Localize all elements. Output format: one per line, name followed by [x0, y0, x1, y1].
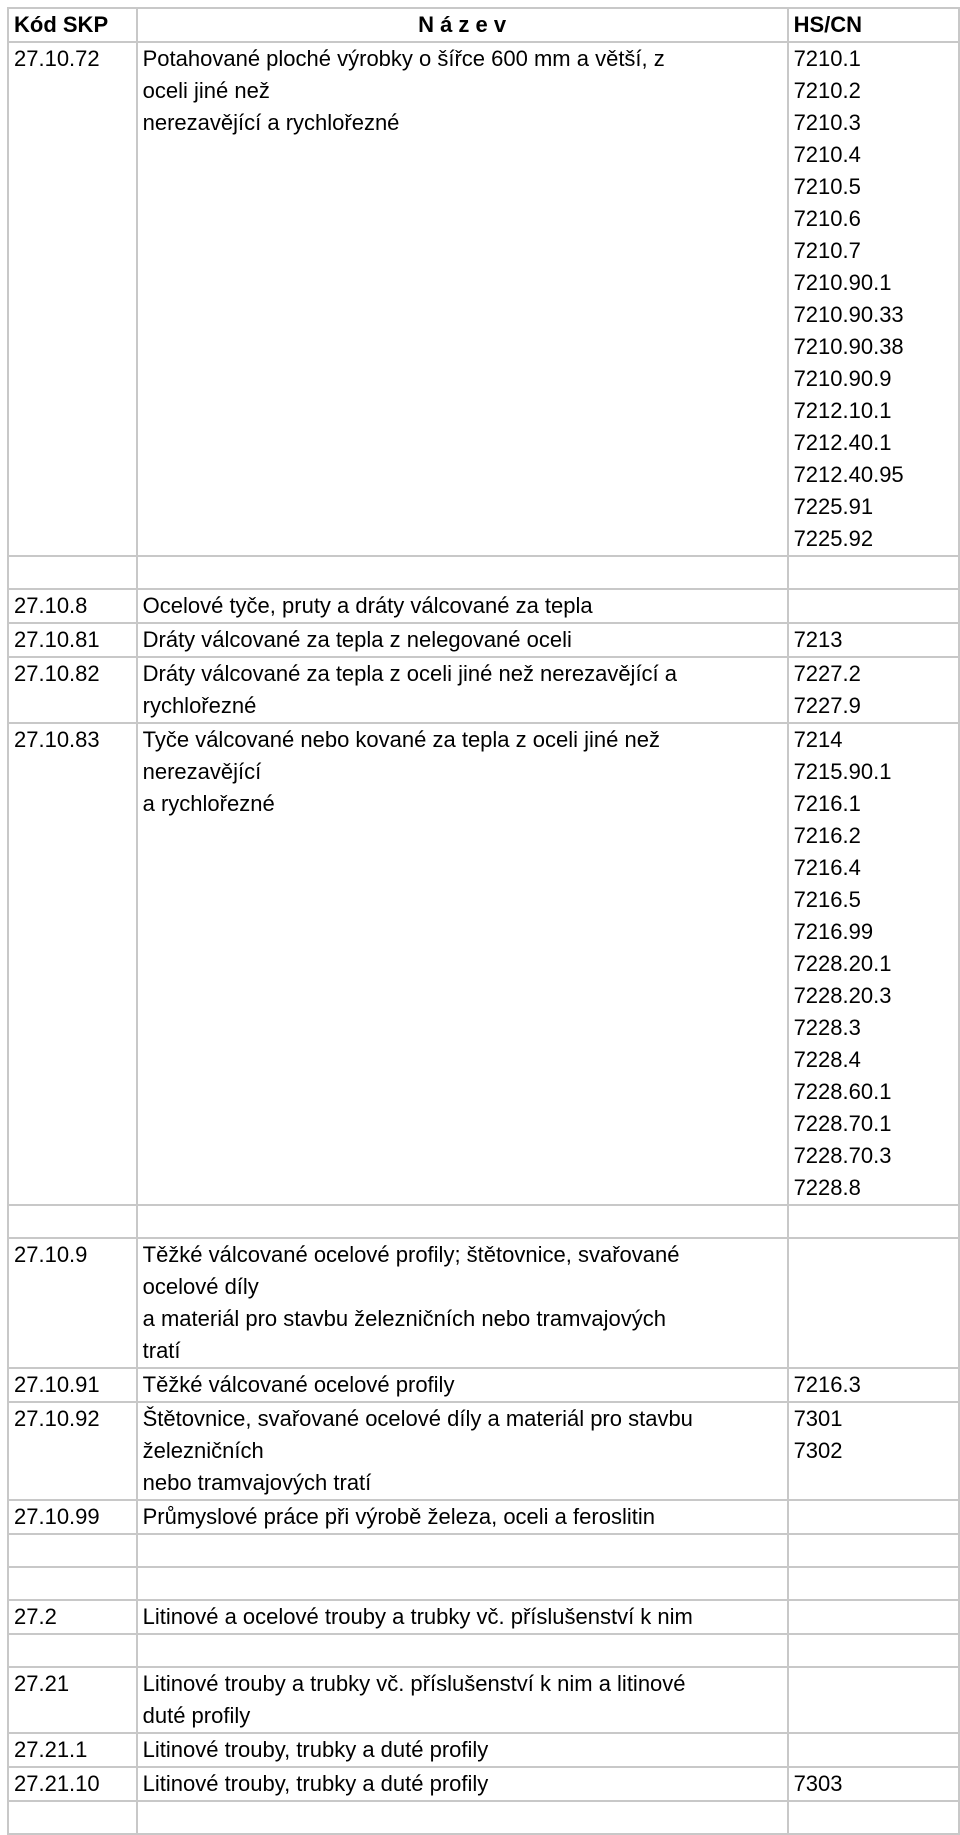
table-row [8, 1567, 959, 1600]
hs-code: 7210.1 [793, 46, 861, 71]
hs-code: 7210.7 [793, 238, 861, 263]
header-name: N á z e v [137, 8, 788, 42]
name-line: Dráty válcované za tepla z nelegované oceli [142, 627, 572, 652]
cell-name [137, 556, 788, 589]
cell-code [8, 1801, 137, 1834]
hs-code: 7227.2 [793, 661, 861, 686]
cell-name [137, 1733, 788, 1767]
cell-code: 27.10.81 [8, 623, 137, 657]
cell-code: 27.2 [8, 1600, 137, 1634]
cell-hs [788, 1500, 959, 1534]
cell-code [8, 556, 137, 589]
hs-code: 7210.90.33 [793, 302, 904, 327]
cell-hs [788, 1767, 959, 1801]
skp-hs-table [7, 7, 960, 1835]
table-row [8, 1205, 959, 1238]
name-line: a materiál pro stavbu železničních nebo tramvajových [142, 1306, 666, 1331]
table-row [8, 1238, 959, 1368]
name-line: a rychlořezné [142, 791, 275, 816]
cell-code: 27.10.91 [8, 1368, 137, 1402]
hs-code: 7303 [793, 1771, 843, 1796]
cell-code: 27.10.82 [8, 657, 137, 723]
name-line: Průmyslové práce při výrobě železa, oceli a feroslitin [142, 1504, 655, 1529]
hs-code: 7210.3 [793, 110, 861, 135]
cell-hs [788, 1567, 959, 1600]
cell-name [137, 589, 788, 623]
hs-code: 7216.3 [793, 1372, 861, 1397]
cell-name [137, 1567, 788, 1600]
cell-name [137, 1534, 788, 1567]
name-line: Litinové trouby, trubky a duté profily [142, 1771, 489, 1796]
hs-code: 7210.90.38 [793, 334, 904, 359]
cell-name [137, 1667, 788, 1733]
hs-code: 7210.4 [793, 142, 861, 167]
table-row [8, 1500, 959, 1534]
hs-code: 7225.92 [793, 526, 874, 551]
cell-name [137, 42, 788, 556]
header-row [8, 8, 959, 42]
name-line: Ocelové tyče, pruty a dráty válcované za tepla [142, 593, 593, 618]
table-row [8, 1402, 959, 1500]
hs-code: 7227.9 [793, 693, 861, 718]
table-body [8, 42, 959, 1834]
name-line: Litinové trouby, trubky a duté profily [142, 1737, 489, 1762]
cell-hs [788, 1801, 959, 1834]
table-row [8, 589, 959, 623]
hs-code: 7228.3 [793, 1015, 861, 1040]
cell-code [8, 1534, 137, 1567]
cell-name [137, 1767, 788, 1801]
name-line: oceli jiné než [142, 78, 270, 103]
hs-code: 7216.5 [793, 887, 861, 912]
cell-name [137, 657, 788, 723]
table-row [8, 1534, 959, 1567]
cell-hs [788, 1368, 959, 1402]
cell-hs [788, 1205, 959, 1238]
cell-hs [788, 1402, 959, 1500]
cell-name [137, 1600, 788, 1634]
hs-code: 7216.2 [793, 823, 861, 848]
name-line: Potahované ploché výrobky o šířce 600 mm a větší, z [142, 46, 665, 71]
name-line: nerezavějící [142, 759, 262, 784]
cell-code: 27.10.9 [8, 1238, 137, 1368]
cell-hs [788, 1733, 959, 1767]
name-line: Litinové trouby a trubky vč. příslušenství k nim a litinové [142, 1671, 686, 1696]
hs-code: 7210.90.1 [793, 270, 892, 295]
table-row [8, 1634, 959, 1667]
cell-hs [788, 1600, 959, 1634]
cell-hs [788, 589, 959, 623]
hs-code: 7210.5 [793, 174, 861, 199]
name-line: Těžké válcované ocelové profily [142, 1372, 455, 1397]
cell-hs [788, 723, 959, 1205]
cell-hs [788, 1634, 959, 1667]
hs-code: 7228.70.3 [793, 1143, 892, 1168]
hs-code: 7216.4 [793, 855, 861, 880]
cell-hs [788, 1667, 959, 1733]
name-line: Štětovnice, svařované ocelové díly a materiál pro stavbu [142, 1406, 693, 1431]
cell-hs [788, 623, 959, 657]
table-row [8, 623, 959, 657]
header-hs: HS/CN [788, 8, 959, 42]
cell-code: 27.10.99 [8, 1500, 137, 1534]
cell-code [8, 1205, 137, 1238]
cell-name [137, 1205, 788, 1238]
table-row [8, 1667, 959, 1733]
name-line: tratí [142, 1338, 181, 1363]
cell-code: 27.21.10 [8, 1767, 137, 1801]
cell-code: 27.10.83 [8, 723, 137, 1205]
hs-code: 7214 [793, 727, 843, 752]
table-row [8, 1801, 959, 1834]
table-row [8, 42, 959, 556]
name-line: rychlořezné [142, 693, 257, 718]
cell-code: 27.21 [8, 1667, 137, 1733]
cell-code [8, 1634, 137, 1667]
name-line: duté profily [142, 1703, 251, 1728]
header-code: Kód SKP [8, 8, 137, 42]
name-line: nerezavějící a rychlořezné [142, 110, 400, 135]
hs-code: 7213 [793, 627, 843, 652]
cell-hs [788, 657, 959, 723]
hs-code: 7228.20.3 [793, 983, 892, 1008]
hs-code: 7216.1 [793, 791, 861, 816]
cell-code [8, 1567, 137, 1600]
table-row [8, 1368, 959, 1402]
hs-code: 7228.8 [793, 1175, 861, 1200]
cell-name [137, 1238, 788, 1368]
table-row [8, 1733, 959, 1767]
hs-code: 7212.40.95 [793, 462, 904, 487]
hs-code: 7225.91 [793, 494, 874, 519]
hs-code: 7210.6 [793, 206, 861, 231]
table-row [8, 723, 959, 1205]
name-line: Tyče válcované nebo kované za tepla z oceli jiné než [142, 727, 660, 752]
cell-code: 27.10.72 [8, 42, 137, 556]
name-line: nebo tramvajových tratí [142, 1470, 372, 1495]
hs-code: 7228.70.1 [793, 1111, 892, 1136]
hs-code: 7302 [793, 1438, 843, 1463]
cell-name [137, 1634, 788, 1667]
table-row [8, 1767, 959, 1801]
cell-hs [788, 1534, 959, 1567]
cell-name [137, 1368, 788, 1402]
cell-hs [788, 1238, 959, 1368]
cell-name [137, 623, 788, 657]
hs-code: 7216.99 [793, 919, 874, 944]
hs-code: 7212.10.1 [793, 398, 892, 423]
hs-code: 7228.4 [793, 1047, 861, 1072]
hs-code: 7215.90.1 [793, 759, 892, 784]
cell-code: 27.10.92 [8, 1402, 137, 1500]
table-row [8, 556, 959, 589]
cell-name [137, 1402, 788, 1500]
table-row [8, 1600, 959, 1634]
hs-code: 7210.2 [793, 78, 861, 103]
hs-code: 7212.40.1 [793, 430, 892, 455]
name-line: Těžké válcované ocelové profily; štětovnice, svařované [142, 1242, 680, 1267]
cell-code: 27.21.1 [8, 1733, 137, 1767]
hs-code: 7210.90.9 [793, 366, 892, 391]
cell-code: 27.10.8 [8, 589, 137, 623]
cell-name [137, 1801, 788, 1834]
name-line: Litinové a ocelové trouby a trubky vč. příslušenství k nim [142, 1604, 693, 1629]
name-line: ocelové díly [142, 1274, 259, 1299]
cell-name [137, 1500, 788, 1534]
cell-hs [788, 556, 959, 589]
hs-code: 7228.20.1 [793, 951, 892, 976]
table-row [8, 657, 959, 723]
name-line: Dráty válcované za tepla z oceli jiné než nerezavějící a [142, 661, 678, 686]
hs-code: 7228.60.1 [793, 1079, 892, 1104]
cell-hs [788, 42, 959, 556]
name-line: železničních [142, 1438, 264, 1463]
cell-name [137, 723, 788, 1205]
hs-code: 7301 [793, 1406, 843, 1431]
